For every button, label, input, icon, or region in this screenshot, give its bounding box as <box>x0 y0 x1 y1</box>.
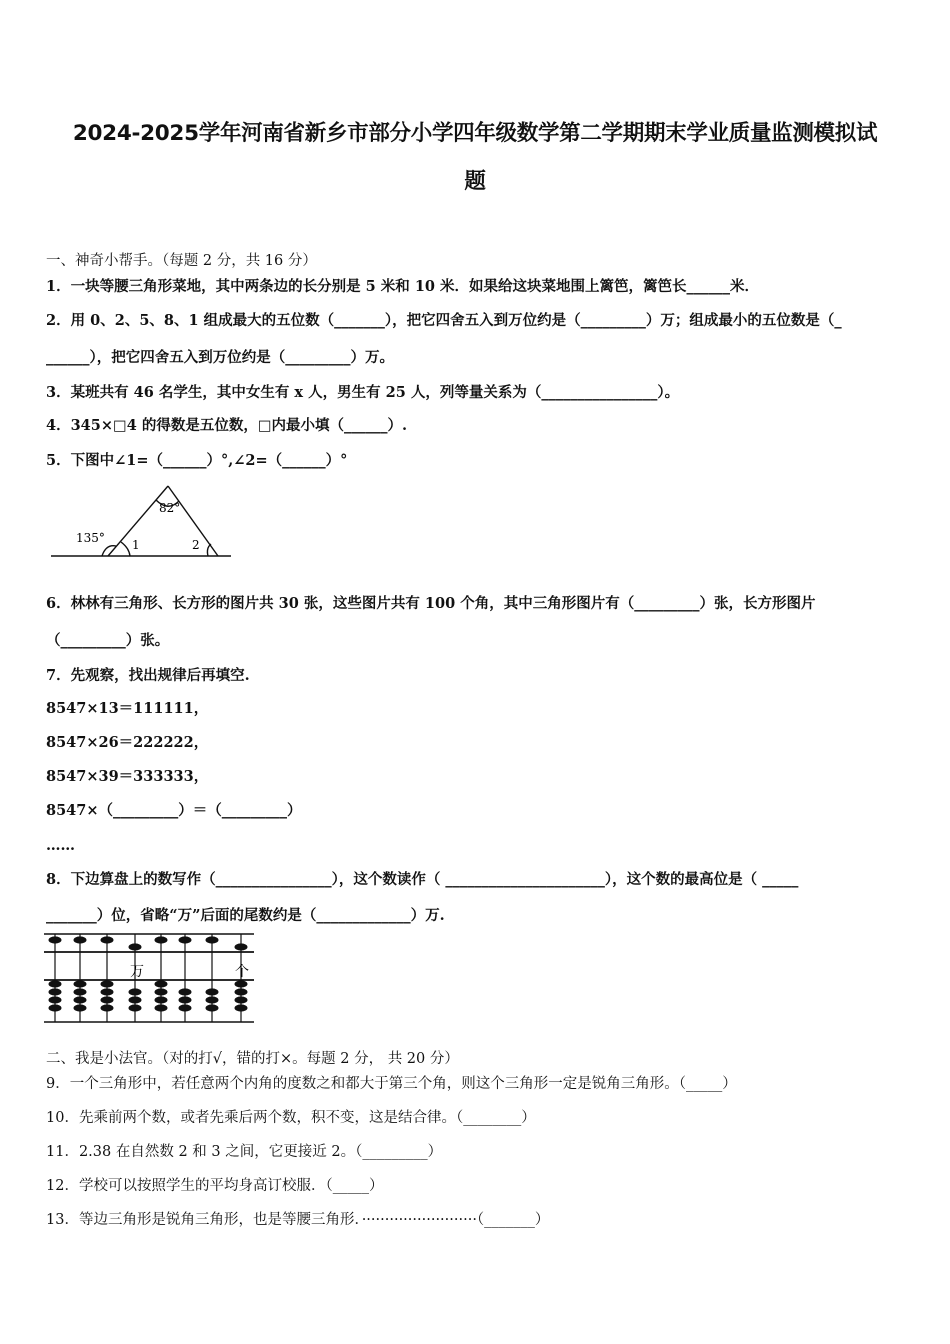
abacus-lower-bead <box>179 988 192 995</box>
question-4: 4．345×□4 的得数是五位数，□内最小填（______）. <box>46 417 408 434</box>
abacus-lower-bead <box>101 996 114 1003</box>
abacus-lower-bead <box>179 996 192 1003</box>
abacus-lower-bead <box>235 988 248 995</box>
abacus-lower-bead <box>155 996 168 1003</box>
triangle-shape <box>51 486 231 556</box>
abacus-upper-bead <box>101 936 114 943</box>
triangle-figure <box>46 478 236 568</box>
angle-135-label: 135° <box>76 531 105 545</box>
question-7-equation-2: 8547×26＝222222， <box>46 734 209 751</box>
abacus-lower-bead <box>49 980 62 987</box>
abacus-lower-bead <box>49 1004 62 1011</box>
abacus-rods <box>49 934 248 1022</box>
question-10: 10．先乘前两个数，或者先乘后两个数，积不变，这是结合律。（________） <box>46 1110 536 1126</box>
abacus-lower-bead <box>155 980 168 987</box>
angle-82-label: 82° <box>159 501 181 515</box>
abacus-upper-bead <box>179 936 192 943</box>
question-3: 3．某班共有 46 名学生，其中女生有 x 人，男生有 25 人，列等量关系为（________________）。 <box>46 384 680 401</box>
question-2-line2: ______），把它四舍五入到万位约是（_________）万。 <box>46 349 394 366</box>
question-5: 5．下图中∠1=（______）°,∠2=（______）° <box>46 452 348 469</box>
question-7-ellipsis: …… <box>46 837 75 854</box>
question-1: 1．一块等腰三角形菜地，其中两条边的长分别是 5 米和 10 米．如果给这块菜地围上篱笆，篱笆长______米． <box>46 278 760 295</box>
abacus-lower-bead <box>74 996 87 1003</box>
abacus-lower-bead <box>235 996 248 1003</box>
abacus-lower-bead <box>74 980 87 987</box>
abacus-lower-bead <box>206 996 219 1003</box>
question-8-line2: _______）位，省略“万”后面的尾数约是（_____________）万. <box>46 907 445 924</box>
abacus-lower-bead <box>235 1004 248 1011</box>
document-title-line2: 题 <box>464 169 486 194</box>
abacus-lower-bead <box>129 996 142 1003</box>
abacus-label-wan: 万 <box>130 964 144 980</box>
abacus-lower-bead <box>155 988 168 995</box>
section2-heading: 二、我是小法官。（对的打√，错的打×。每题 2 分， 共 20 分） <box>46 1051 459 1067</box>
section1-heading: 一、神奇小帮手。（每题 2 分，共 16 分） <box>46 253 317 269</box>
question-7-equation-4: 8547×（_________）＝（_________） <box>46 802 302 819</box>
angle-1-label: 1 <box>132 538 140 552</box>
document-title <box>40 110 910 206</box>
question-2-line1: 2．用 0、2、5、8、1 组成最大的五位数（_______），把它四舍五入到万位约是（_________）万；组成最小的五位数是（_ <box>46 312 842 329</box>
question-7-equation-1: 8547×13＝111111， <box>46 700 209 717</box>
abacus-lower-bead <box>155 1004 168 1011</box>
abacus-lower-bead <box>206 1004 219 1011</box>
abacus-upper-bead <box>74 936 87 943</box>
abacus-lower-bead <box>129 988 142 995</box>
question-9: 9．一个三角形中，若任意两个内角的度数之和都大于第三个角，则这个三角形一定是锐角三角形。（_____） <box>46 1076 737 1092</box>
abacus-lower-bead <box>179 1004 192 1011</box>
abacus-label-ge: 个 <box>235 964 249 980</box>
question-12: 12．学校可以按照学生的平均身高订校服．（_____） <box>46 1178 384 1194</box>
document-title-line1: 2024-2025学年河南省新乡市部分小学四年级数学第二学期期末学业质量监测模拟试 <box>72 121 878 146</box>
abacus-lower-bead <box>101 988 114 995</box>
abacus-lower-bead <box>74 988 87 995</box>
question-7: 7．先观察，找出规律后再填空. <box>46 667 250 684</box>
question-13: 13．等边三角形是锐角三角形，也是等腰三角形．·························（_______） <box>46 1212 550 1228</box>
abacus-lower-bead <box>74 1004 87 1011</box>
abacus-lower-bead <box>101 980 114 987</box>
abacus-lower-bead <box>101 1004 114 1011</box>
abacus-lower-bead <box>235 980 248 987</box>
abacus-upper-bead <box>129 943 142 950</box>
question-8-line1: 8．下边算盘上的数写作（________________），这个数读作（ ______________________），这个数的最高位是（ _____ <box>46 871 799 888</box>
abacus-upper-bead <box>155 936 168 943</box>
abacus-upper-bead <box>49 936 62 943</box>
abacus-lower-bead <box>206 988 219 995</box>
question-6-line2: （_________）张。 <box>46 632 170 649</box>
abacus-lower-bead <box>49 996 62 1003</box>
angle-2-label: 2 <box>192 538 200 552</box>
abacus-upper-bead <box>206 936 219 943</box>
abacus-upper-bead <box>235 943 248 950</box>
question-11: 11．2.38 在自然数 2 和 3 之间，它更接近 2。（_________） <box>46 1144 443 1160</box>
abacus-figure <box>44 933 256 1025</box>
abacus-lower-bead <box>129 1004 142 1011</box>
question-6-line1: 6．林林有三角形、长方形的图片共 30 张，这些图片共有 100 个角，其中三角形图片有（_________）张，长方形图片 <box>46 595 816 612</box>
abacus-lower-bead <box>49 988 62 995</box>
question-7-equation-3: 8547×39＝333333， <box>46 768 209 785</box>
